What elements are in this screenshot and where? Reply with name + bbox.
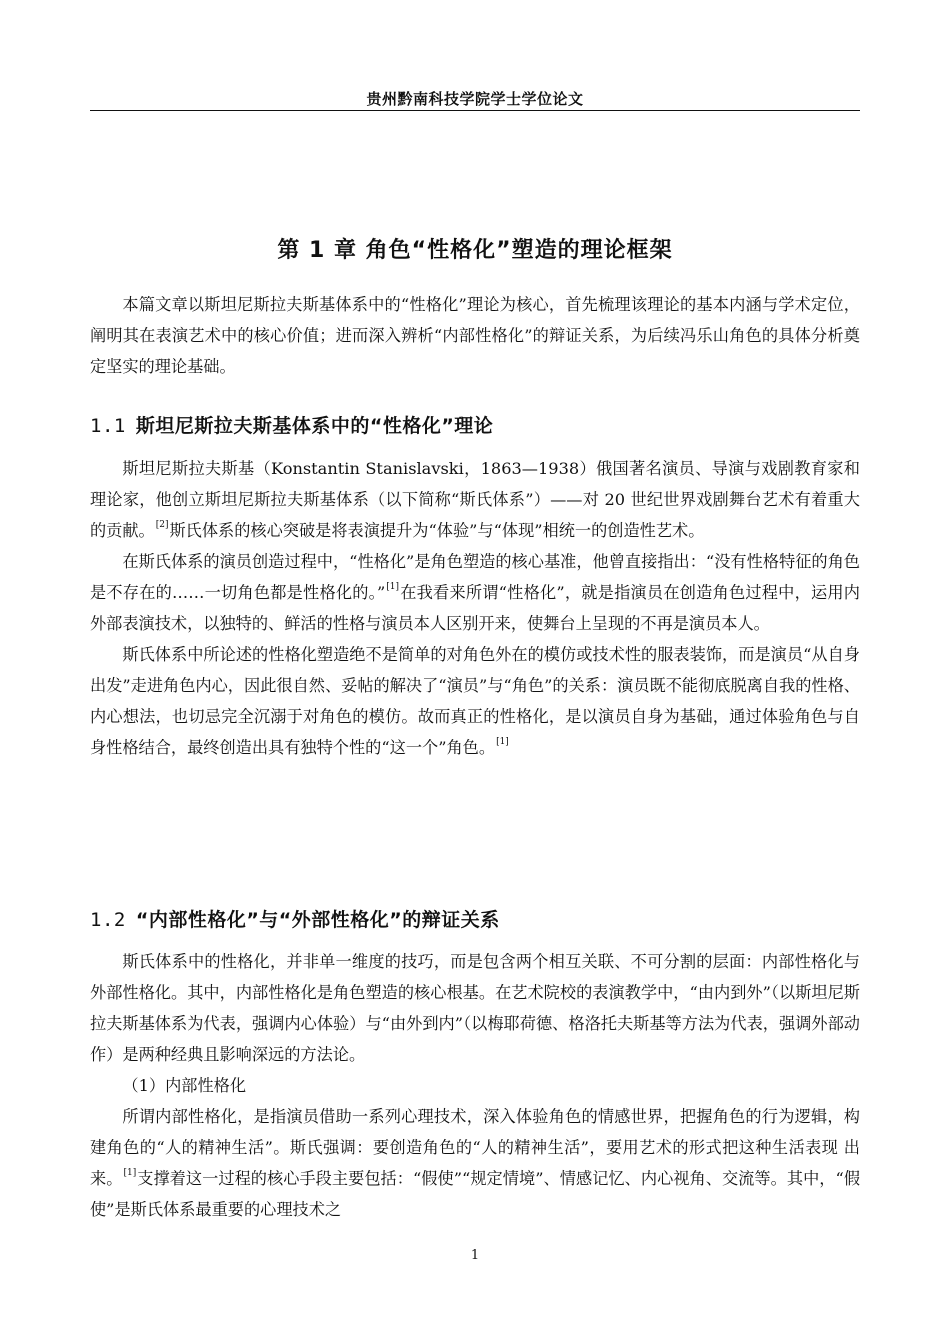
paragraph [90, 639, 860, 763]
section-1-1-body [90, 453, 860, 763]
citation-marker: [1] [386, 582, 400, 592]
subheading: （1）内部性格化 [122, 1076, 247, 1095]
page-number: 1 [470, 1248, 480, 1263]
paragraph-text: 斯坦尼斯拉夫斯基（Konstantin Stanislavski，1863—1938）俄国著名演员、导演与戏剧教育家和理论家，他创立斯坦尼斯拉夫斯基体系（以下简称“斯氏体系”）——对 20 世纪世界戏剧舞台艺术有着重大的贡献。 [90, 459, 860, 540]
section-number: 1.2 [90, 909, 126, 931]
paragraph-text: 支撑着这一过程的核心手段主要包括：“假使”“规定情境”、情感记忆、内心视角、交流等。其中，“假使”是斯氏体系最重要的心理技术之 [90, 1169, 861, 1219]
section-title: “内部性格化”与“外部性格化”的辩证关系 [135, 909, 500, 931]
paragraph-text: 斯氏体系的核心突破是将表演提升为“体验”与“体现”相统一的创造性艺术。 [169, 521, 705, 540]
paragraph-text: 在我看来所谓“性格化”，就是指演员在创造角色过程中，运用内外部表演技术，以独特的、鲜活的性格与演员本人区别开来，使舞台上呈现的不再是演员本人。 [90, 583, 860, 633]
section-heading-1-2 [90, 905, 860, 932]
intro-paragraph: 本篇文章以斯坦尼斯拉夫斯基体系中的“性格化”理论为核心，首先梳理该理论的基本内涵与学术定位，阐明其在表演艺术中的核心价值；进而深入辨析“内部性格化”的辩证关系，为后续冯乐山角色的具体分析奠定坚实的理论基础。 [90, 295, 860, 376]
citation-marker: [2] [155, 520, 169, 530]
citation-marker: [1] [496, 737, 509, 747]
paragraph: 斯氏体系中的性格化，并非单一维度的技巧，而是包含两个相互关联、不可分割的层面：内部性格化与外部性格化。其中，内部性格化是角色塑造的核心根基。在艺术院校的表演教学中，“由内到外”（以斯坦尼斯拉夫斯基体系为代表，强调内心体验）与“由外到内”（以梅耶荷德、格洛托夫斯基等方法为代表，强调外部动作）是两种经典且影响深远的方法论。 [90, 952, 860, 1064]
paragraph [90, 1101, 860, 1225]
section-title: 斯坦尼斯拉夫斯基体系中的“性格化”理论 [135, 415, 494, 437]
paragraph-text: 在斯氏体系的演员创造过程中，“性格化”是角色塑造的核心基准，他曾直接指出：“没有性格特征的角色是不存在的……一切角色都是性格化的。” [90, 552, 860, 602]
paragraph-text: 所谓内部性格化，是指演员借助一系列心理技术，深入体验角色的情感世界，把握角色的行为逻辑，构建角色的“人的精神生活”。斯氏强调：要创造角色的“人的精神生活”，要用艺术的形式把这种生活表现 出来。 [90, 1107, 860, 1188]
paragraph-text: 斯氏体系中所论述的性格化塑造绝不是简单的对角色外在的模仿或技术性的服表装饰，而是演员“从自身出发”走进角色内心，因此很自然、妥帖的解决了“演员”与“角色”的关系：演员既不能彻底脱离自我的性格、内心想法，也切忌完全沉溺于对角色的模仿。故而真正的性格化，是以演员自身为基础，通过体验角色与自身性格结合，最终创造出具有独特个性的“这一个”角色。 [90, 645, 860, 757]
section-heading-1-1 [90, 411, 860, 438]
paragraph [90, 453, 860, 546]
intro-block [90, 289, 860, 382]
running-header: 贵州黔南科技学院学士学位论文 [366, 90, 584, 108]
paragraph [90, 546, 860, 639]
citation-marker: [1] [123, 1168, 137, 1178]
header-rule [90, 110, 860, 111]
chapter-title: 第 1 章 角色“性格化”塑造的理论框架 [277, 238, 673, 263]
section-1-2-body [90, 946, 860, 1225]
section-number: 1.1 [90, 415, 126, 437]
